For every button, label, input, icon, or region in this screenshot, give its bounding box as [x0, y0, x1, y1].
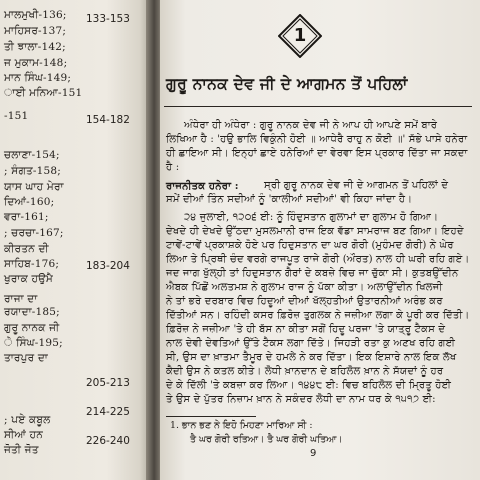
toc-line: ਖੁਰਾਕ ਹਉਮੈ	[4, 273, 54, 285]
toc-line: ਤੀ ਝਾਲਾ-142;	[4, 41, 66, 53]
text-line: ਲਿਖਿਆ ਹੈ : 'ਹਉ ਭਾਲਿ ਵਿਕੁੰਨੀ ਹੋਈ ॥ ਆਧੇਰੈ ਰਾਹੁ ਨ ਕੋਈ ॥' ਸੱਭੇ ਪਾਸੇ ਹਨੇਰਾ	[166, 134, 468, 145]
toc-line: ੇ ਸਿੰਘ-195;	[4, 337, 63, 349]
toc-line: ਾਈ ਮਨਿਆ-151	[4, 87, 83, 99]
text-line: ਨੇ ਤਾਂ ਭਰੇ ਦਰਬਾਰ ਵਿਚ ਹਿਦੂਆਂ ਦੀਆਂ ਖੱਲ੍ਹਤੀਆਂ ਉਤਾਰਨੀਆਂ ਅਰੰਭ ਕਰ	[166, 296, 443, 307]
text-line: ਟਾਵੇਂ-ਟਾਵੇਂ ਪ੍ਰਕਾਸ਼ਕੇ ਹੋਏ ਪਰ ਹਿਦੁਸਤਾਨ ਦਾ ਘਰ ਗੋਰੀ (ਮੁਹੰਮਦ ਗੋਰੀ) ਨੇ ਘੇਰ	[166, 240, 454, 251]
title-divider	[164, 106, 472, 107]
text-line: ਸ੍ਰੀ ਗੁਰੂ ਨਾਨਕ ਦੇਵ ਜੀ ਦੇ ਆਗਮਨ ਤੋਂ ਪਹਿਲਾਂ ਦੇ	[264, 180, 449, 191]
toc-line: ਵਰਾ-161;	[4, 211, 49, 223]
footnote-line: ਤੈ ਘਰ ਗੋਰੀ ਰਤਿਆ। ਤੈ ਘਰ ਗੋਰੀ ਘਤਿਆ।	[190, 434, 343, 445]
text-line: ਫ਼ਿਰੋਜ਼ ਨੇ ਜਜ਼ੀਆ 'ਤੇ ਹੀ ਬੱਸ ਨਾ ਕੀਤਾ ਸਗੋਂ ਹਿਦੂ ਪਰਜਾ 'ਤੇ ਯਾਤ੍ਰੂ ਟੈਕਸ ਦੇ	[166, 324, 446, 335]
toc-page-range: 205-213	[86, 377, 130, 389]
toc-line: ਰਯਾਦਾ-185;	[4, 306, 60, 318]
text-line: ਹੈ :	[166, 162, 180, 173]
toc-page-range: 154-182	[86, 114, 130, 126]
chapter-badge	[278, 14, 322, 58]
toc-line: ਚਲਾਣਾ-154;	[4, 149, 60, 161]
toc-line: ਮਾਨ ਸਿੰਘ-149;	[4, 72, 72, 84]
toc-line: ਜੋਤੀ ਜੋਤ	[4, 444, 39, 456]
text-line: ੨੪ ਜੁਲਾਈ, ੧੨੦੬ ਈ: ਨੂੰ ਹਿੰਦੁਸਤਾਨ ਗੁਲਾਮਾਂ ਦਾ ਗੁਲਾਮ ਹੋ ਗਿਆ।	[184, 212, 439, 223]
text-line: ਦੇ ਕੇ ਦਿੱਲੀ 'ਤੇ ਕਬਜ਼ਾ ਕਰ ਲਿਆ। ੧੪੪੮ ਈ: ਵਿਚ ਬਹਿਲੋਲ ਦੀ ਮ੍ਰਿਤੂ ਹੋਈ	[166, 380, 452, 391]
toc-page-range: 226-240	[86, 435, 130, 447]
page-number: 9	[310, 448, 317, 459]
toc-line: ਰਾਜਾ ਦਾ	[4, 293, 38, 305]
text-line: ਤੇ ਉਸ ਦੇ ਪੁੱਤਰ ਨਿਜ਼ਾਮ ਖ਼ਾਨ ਨੇ ਸਕੰਦਰ ਲੋਧੀ ਦਾ ਨਾਮ ਧਰ ਕੇ ੧੫੧੭ ਈ:	[166, 394, 436, 405]
text-line: ਅੰਧੇਰਾ ਹੀ ਅੰਧੇਰਾ : ਗੁਰੂ ਨਾਨਕ ਦੇਵ ਜੀ ਨੇ ਆਪ ਹੀ ਆਪਣੇ ਸਮੇਂ ਬਾਰੇ	[184, 120, 438, 131]
toc-line: ਮਾਹਿਸਰ-137;	[4, 25, 67, 37]
text-line: ਲਿਆ ਤੇ ਪ੍ਰਿਥੀ ਚੰਦ ਵਰਗੇ ਰਾਜਪੂਤ ਰਾਜੇ ਗੋਰੀ (ਔਰਤ) ਨਾਲ ਹੀ ਘਰੀ ਰਹਿ ਗਏ।	[166, 254, 470, 265]
footnote-line: 1. ਭਾਨ ਭਣ ਨੇ ਇਹੋ ਮਿਹਣਾ ਮਾਰਿਆ ਸੀ :	[170, 420, 313, 431]
toc-line: ; ਪਏ ਕਬੂਲ	[4, 414, 51, 426]
toc-line: ; ਸੰਗਤ-158;	[4, 165, 62, 177]
chapter-title: ਗੁਰੂ ਨਾਨਕ ਦੇਵ ਜੀ ਦੇ ਆਗਮਨ ਤੋਂ ਪਹਿਲਾਂ	[166, 74, 408, 93]
text-line: ਦਿੱਤੀਆਂ ਸਨ। ਰਹਿੰਦੀ ਕਸਰ ਫ਼ਿਰੋਜ਼ ਤੁਗਲਕ ਨੇ ਜਜ਼ੀਆ ਲਗਾ ਕੇ ਪੂਰੀ ਕਰ ਦਿੱਤੀ।	[166, 310, 470, 321]
left-page	[0, 0, 152, 480]
toc-line: ਕੀਰਤਨ ਦੀ	[4, 243, 49, 255]
footnote-divider	[166, 416, 256, 417]
toc-line: ਗੁਰੂ ਨਾਨਕ ਜੀ	[4, 322, 60, 334]
text-line: ਸੀ, ਉਸ ਦਾ ਖ਼ਾਤਮਾ ਤੈਮੂਰ ਦੇ ਹਮਲੇ ਨੇ ਕਰ ਦਿੱਤਾ। ਇਕ ਇਸ਼ਾਰੇ ਨਾਲ ਇਕ ਲੱਖ	[166, 352, 457, 363]
chapter-number: 1	[293, 25, 307, 46]
text-line: ਜਦ ਜਾਗ ਖੁੱਲ੍ਹੀ ਤਾਂ ਹਿਦੁਸਤਾਨ ਗੈਰਾਂ ਦੇ ਕਬਜ਼ੇ ਵਿਚ ਜਾ ਚੁੱਕਾ ਸੀ। ਕੁਤਬਉੱਦੀਨ	[166, 268, 459, 279]
toc-line: ਸੀਆਂ ਹਨ	[4, 429, 43, 441]
text-line: ਕੈਦੀ ਉਸ ਨੇ ਕਤਲ ਕੀਤੇ। ਲੋਧੀ ਖ਼ਾਨਦਾਨ ਦੇ ਬਹਿਲੋਲ ਖ਼ਾਨ ਨੇ ਸੱਯਦਾਂ ਨੂੰ ਹਰ	[166, 366, 444, 377]
toc-line: ਦਿਆਂ-160;	[4, 196, 55, 208]
toc-line: ਮਾਲਮੁਖੀ-136;	[4, 9, 67, 21]
toc-line: ਸਾਹਿਬ-176;	[4, 258, 60, 270]
text-line: ਹੀ ਛਾਇਆ ਸੀ। ਇਨ੍ਹਾਂ ਛਾਏ ਹਨੇਰਿਆਂ ਦਾ ਵੇਰਵਾ ਇਸ ਪ੍ਰਕਾਰ ਦਿੱਤਾ ਜਾ ਸਕਦਾ	[166, 148, 468, 159]
toc-page-range: 214-225	[86, 406, 130, 418]
toc-page-range: 133-153	[86, 13, 130, 25]
toc-line: ; ਚਰਚਾ-167;	[4, 227, 64, 239]
toc-line: -151	[4, 110, 29, 122]
section-heading: ਰਾਜਨੀਤਕ ਹਨੇਰਾ :	[166, 180, 239, 192]
text-line: ਦੇਖਦੇ ਹੀ ਦੇਖਦੇ ਉੱਠਦਾ ਮੁਸਲਮਾਨੀ ਰਾਜ ਇਕ ਵੱਡਾ ਸਾਮਰਾਜ ਬਣ ਗਿਆ। ਇਹਦੇ	[166, 226, 464, 237]
toc-page-range: 183-204	[86, 260, 130, 272]
toc-line: ਜ ਮੁਕਾਮ-148;	[4, 57, 68, 69]
text-line: ਐਬਕ ਪਿੱਛੋਂ ਅਲਤਮਸ਼ ਨੇ ਗੁਲਾਮ ਰਾਜ ਨੂੰ ਪੱਕਾ ਕੀਤਾ। ਅਲਾਉੱਦੀਨ ਖਿਲਜੀ	[166, 282, 443, 293]
text-line: ਨਾਲ ਦੇਵੀ ਦੇਵਤਿਆਂ ਉੱਤੇ ਟੈਕਸ ਲਗਾ ਦਿੱਤੇ। ਜਿਹੜੀ ਰਤਾ ਕੁ ਅਣਖ ਰਹਿ ਗਈ	[166, 338, 456, 349]
toc-line: ਯਾਸ ਘਾਹ ਮੇਰਾ	[4, 181, 64, 193]
text-line: ਸਮੇਂ ਦੀਆਂ ਤਿੰਨ ਸਦੀਆਂ ਨੂੰ 'ਕਾਲੀਆਂ ਸਦੀਆਂ' ਵੀ ਕਿਹਾ ਜਾਂਦਾ ਹੈ।	[166, 194, 413, 205]
toc-line: ਤਾਰਪੁਰ ਦਾ	[4, 352, 49, 364]
right-page	[160, 0, 480, 480]
